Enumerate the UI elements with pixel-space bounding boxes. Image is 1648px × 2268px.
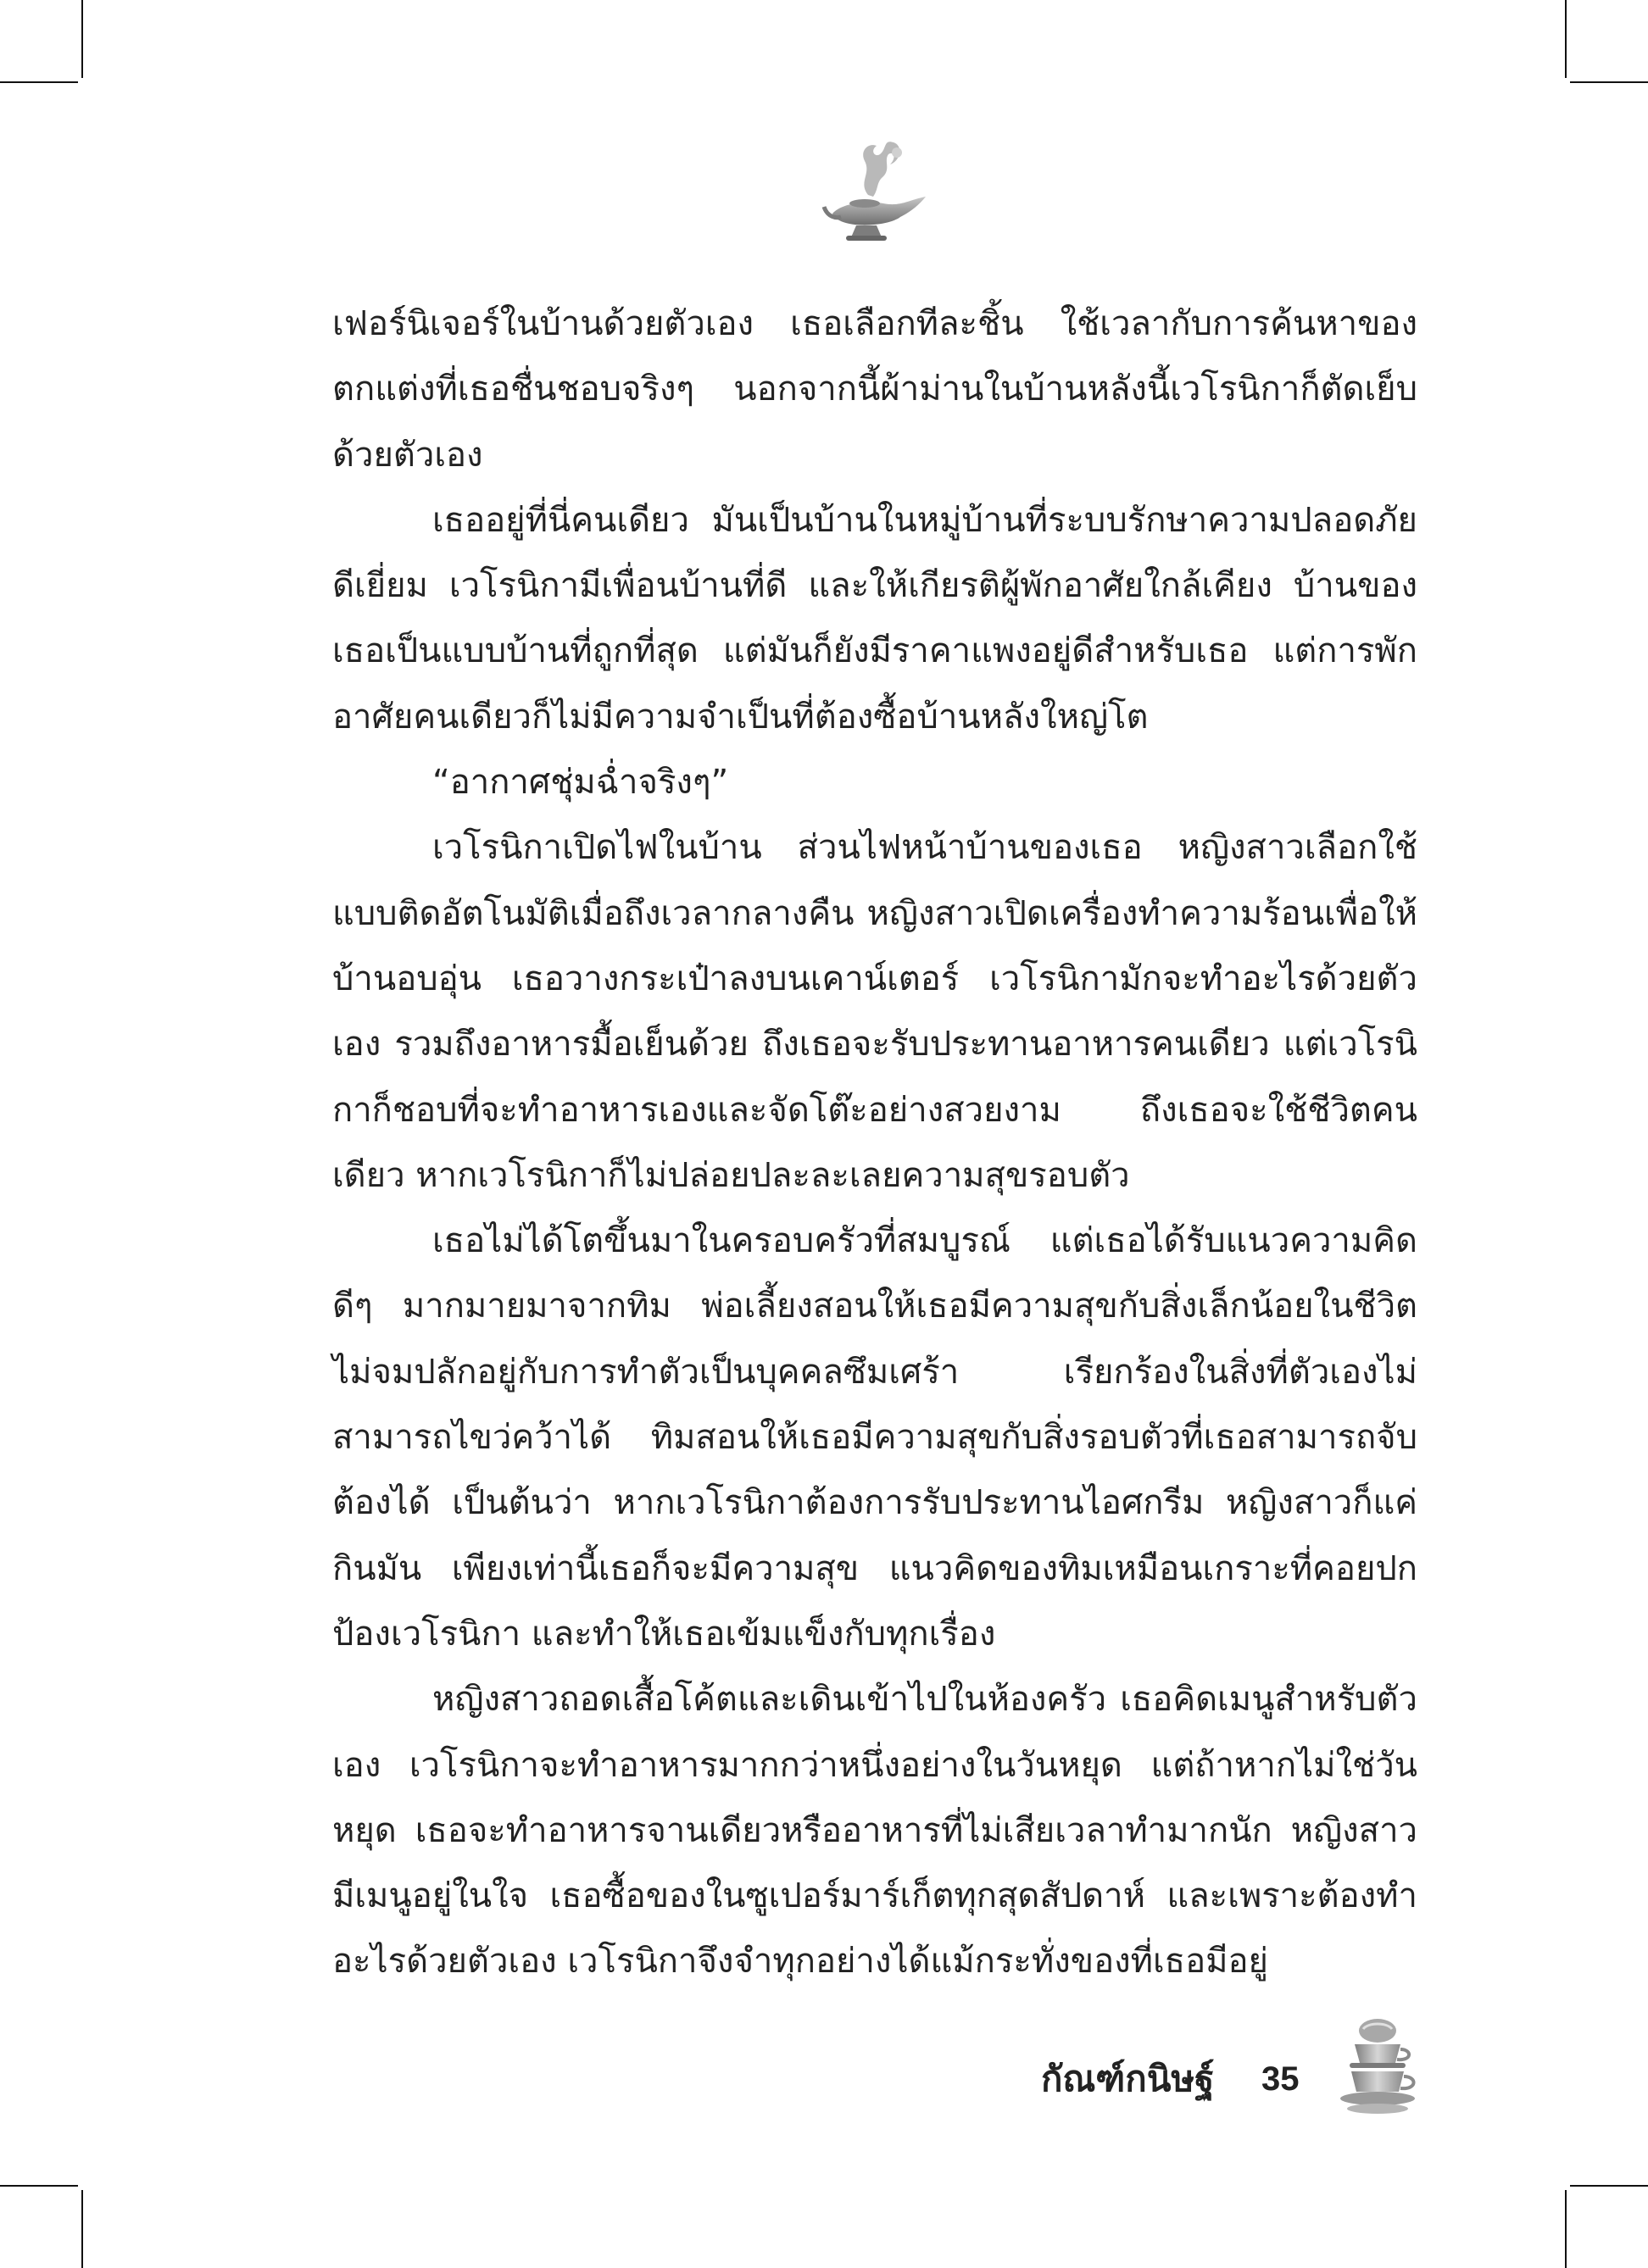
- crop-mark-left-top: [0, 81, 78, 83]
- crop-mark-top-right: [1565, 0, 1567, 78]
- crop-mark-right-bottom: [1570, 2185, 1648, 2187]
- paragraph: เวโรนิกาเปิดไฟในบ้าน ส่วนไฟหน้าบ้านของเธอ หญิงสาวเลือกใช้แบบติดอัตโนมัติเมื่อถึงเวลากลางคืน หญิงสาวเปิดเครื่องทำความร้อนเพื่อให้บ้านอบอุ่น เธอวางกระเป๋าลงบนเคาน์เตอร์ เวโรนิกามักจะทำอะไรด้วยตัวเอง รวมถึงอาหารมื้อเย็นด้วย ถึงเธอจะรับประทานอาหารคนเดียว แต่เวโรนิกาก็ชอบที่จะทำอาหารเองและจัดโต๊ะอย่างสวยงาม ถึงเธอจะใช้ชีวิตคนเดียว หากเวโรนิกาก็ไม่ปล่อยปละละเลยความสุขรอบตัว: [332, 828, 1417, 1195]
- crop-mark-right-top: [1570, 81, 1648, 83]
- genie-lamp-icon: [816, 136, 934, 246]
- page-number: 35: [1261, 2060, 1300, 2098]
- crop-mark-bottom-left: [81, 2190, 83, 2268]
- dialogue-line: “อากาศชุ่มฉ่ำจริงๆ”: [432, 763, 729, 803]
- paragraph: หญิงสาวถอดเสื้อโค้ตและเดินเข้าไปในห้องครัว เธอคิดเมนูสำหรับตัวเอง เวโรนิกาจะทำอาหารมากกว่าหนึ่งอย่างในวันหยุด แต่ถ้าหากไม่ใช่วันหยุด เธอจะทำอาหารจานเดียวหรืออาหารที่ไม่เสียเวลาทำมากนัก หญิงสาวมีเมนูอยู่ในใจ เธอซื้อของในซูเปอร์มาร์เก็ตทุกสุดสัปดาห์ และเพราะต้องทำอะไรด้วยตัวเอง เวโรนิกาจึงจำทุกอย่างได้แม้กระทั่งของที่เธอมีอยู่: [332, 1680, 1417, 1982]
- paragraph: เฟอร์นิเจอร์ในบ้านด้วยตัวเอง เธอเลือกทีละชิ้น ใช้เวลากับการค้นหาของตกแต่งที่เธอชื่นชอบจริงๆ นอกจากนี้ผ้าม่านในบ้านหลังนี้เวโรนิกาก็ตัดเย็บด้วยตัวเอง: [332, 304, 1417, 475]
- crop-mark-bottom-right: [1565, 2190, 1567, 2268]
- running-footer-title: กัณฑ์กนิษฐ์: [1041, 2058, 1215, 2099]
- crop-mark-top-left: [81, 0, 83, 78]
- paragraph: เธอไม่ได้โตขึ้นมาในครอบครัวที่สมบูรณ์ แต่เธอได้รับแนวความคิดดีๆ มากมายมาจากทิม พ่อเลี้ยงสอนให้เธอมีความสุขกับสิ่งเล็กน้อยในชีวิต ไม่จมปลักอยู่กับการทำตัวเป็นบุคคลซึมเศร้า เรียกร้องในสิ่งที่ตัวเองไม่สามารถไขว่คว้าได้ ทิมสอนให้เธอมีความสุขกับสิ่งรอบตัวที่เธอสามารถจับต้องได้ เป็นต้นว่า หากเวโรนิกาต้องการรับประทานไอศกรีม หญิงสาวก็แค่กินมัน เพียงเท่านี้เธอก็จะมีความสุข แนวคิดของทิมเหมือนเกราะที่คอยปกป้องเวโรนิกา และทำให้เธอเข้มแข็งกับทุกเรื่อง: [332, 1221, 1417, 1654]
- crop-mark-left-bottom: [0, 2185, 78, 2187]
- paragraph: เธออยู่ที่นี่คนเดียว มันเป็นบ้านในหมู่บ้านที่ระบบรักษาความปลอดภัยดีเยี่ยม เวโรนิกามีเพื่อนบ้านที่ดี และให้เกียรติผู้พักอาศัยใกล้เคียง บ้านของเธอเป็นแบบบ้านที่ถูกที่สุด แต่มันก็ยังมีราคาแพงอยู่ดีสำหรับเธอ แต่การพักอาศัยคนเดียวก็ไม่มีความจำเป็นที่ต้องซื้อบ้านหลังใหญ่โต: [332, 500, 1417, 737]
- stacked-teacups-icon: [1331, 2015, 1424, 2117]
- body-text: [332, 292, 1417, 1995]
